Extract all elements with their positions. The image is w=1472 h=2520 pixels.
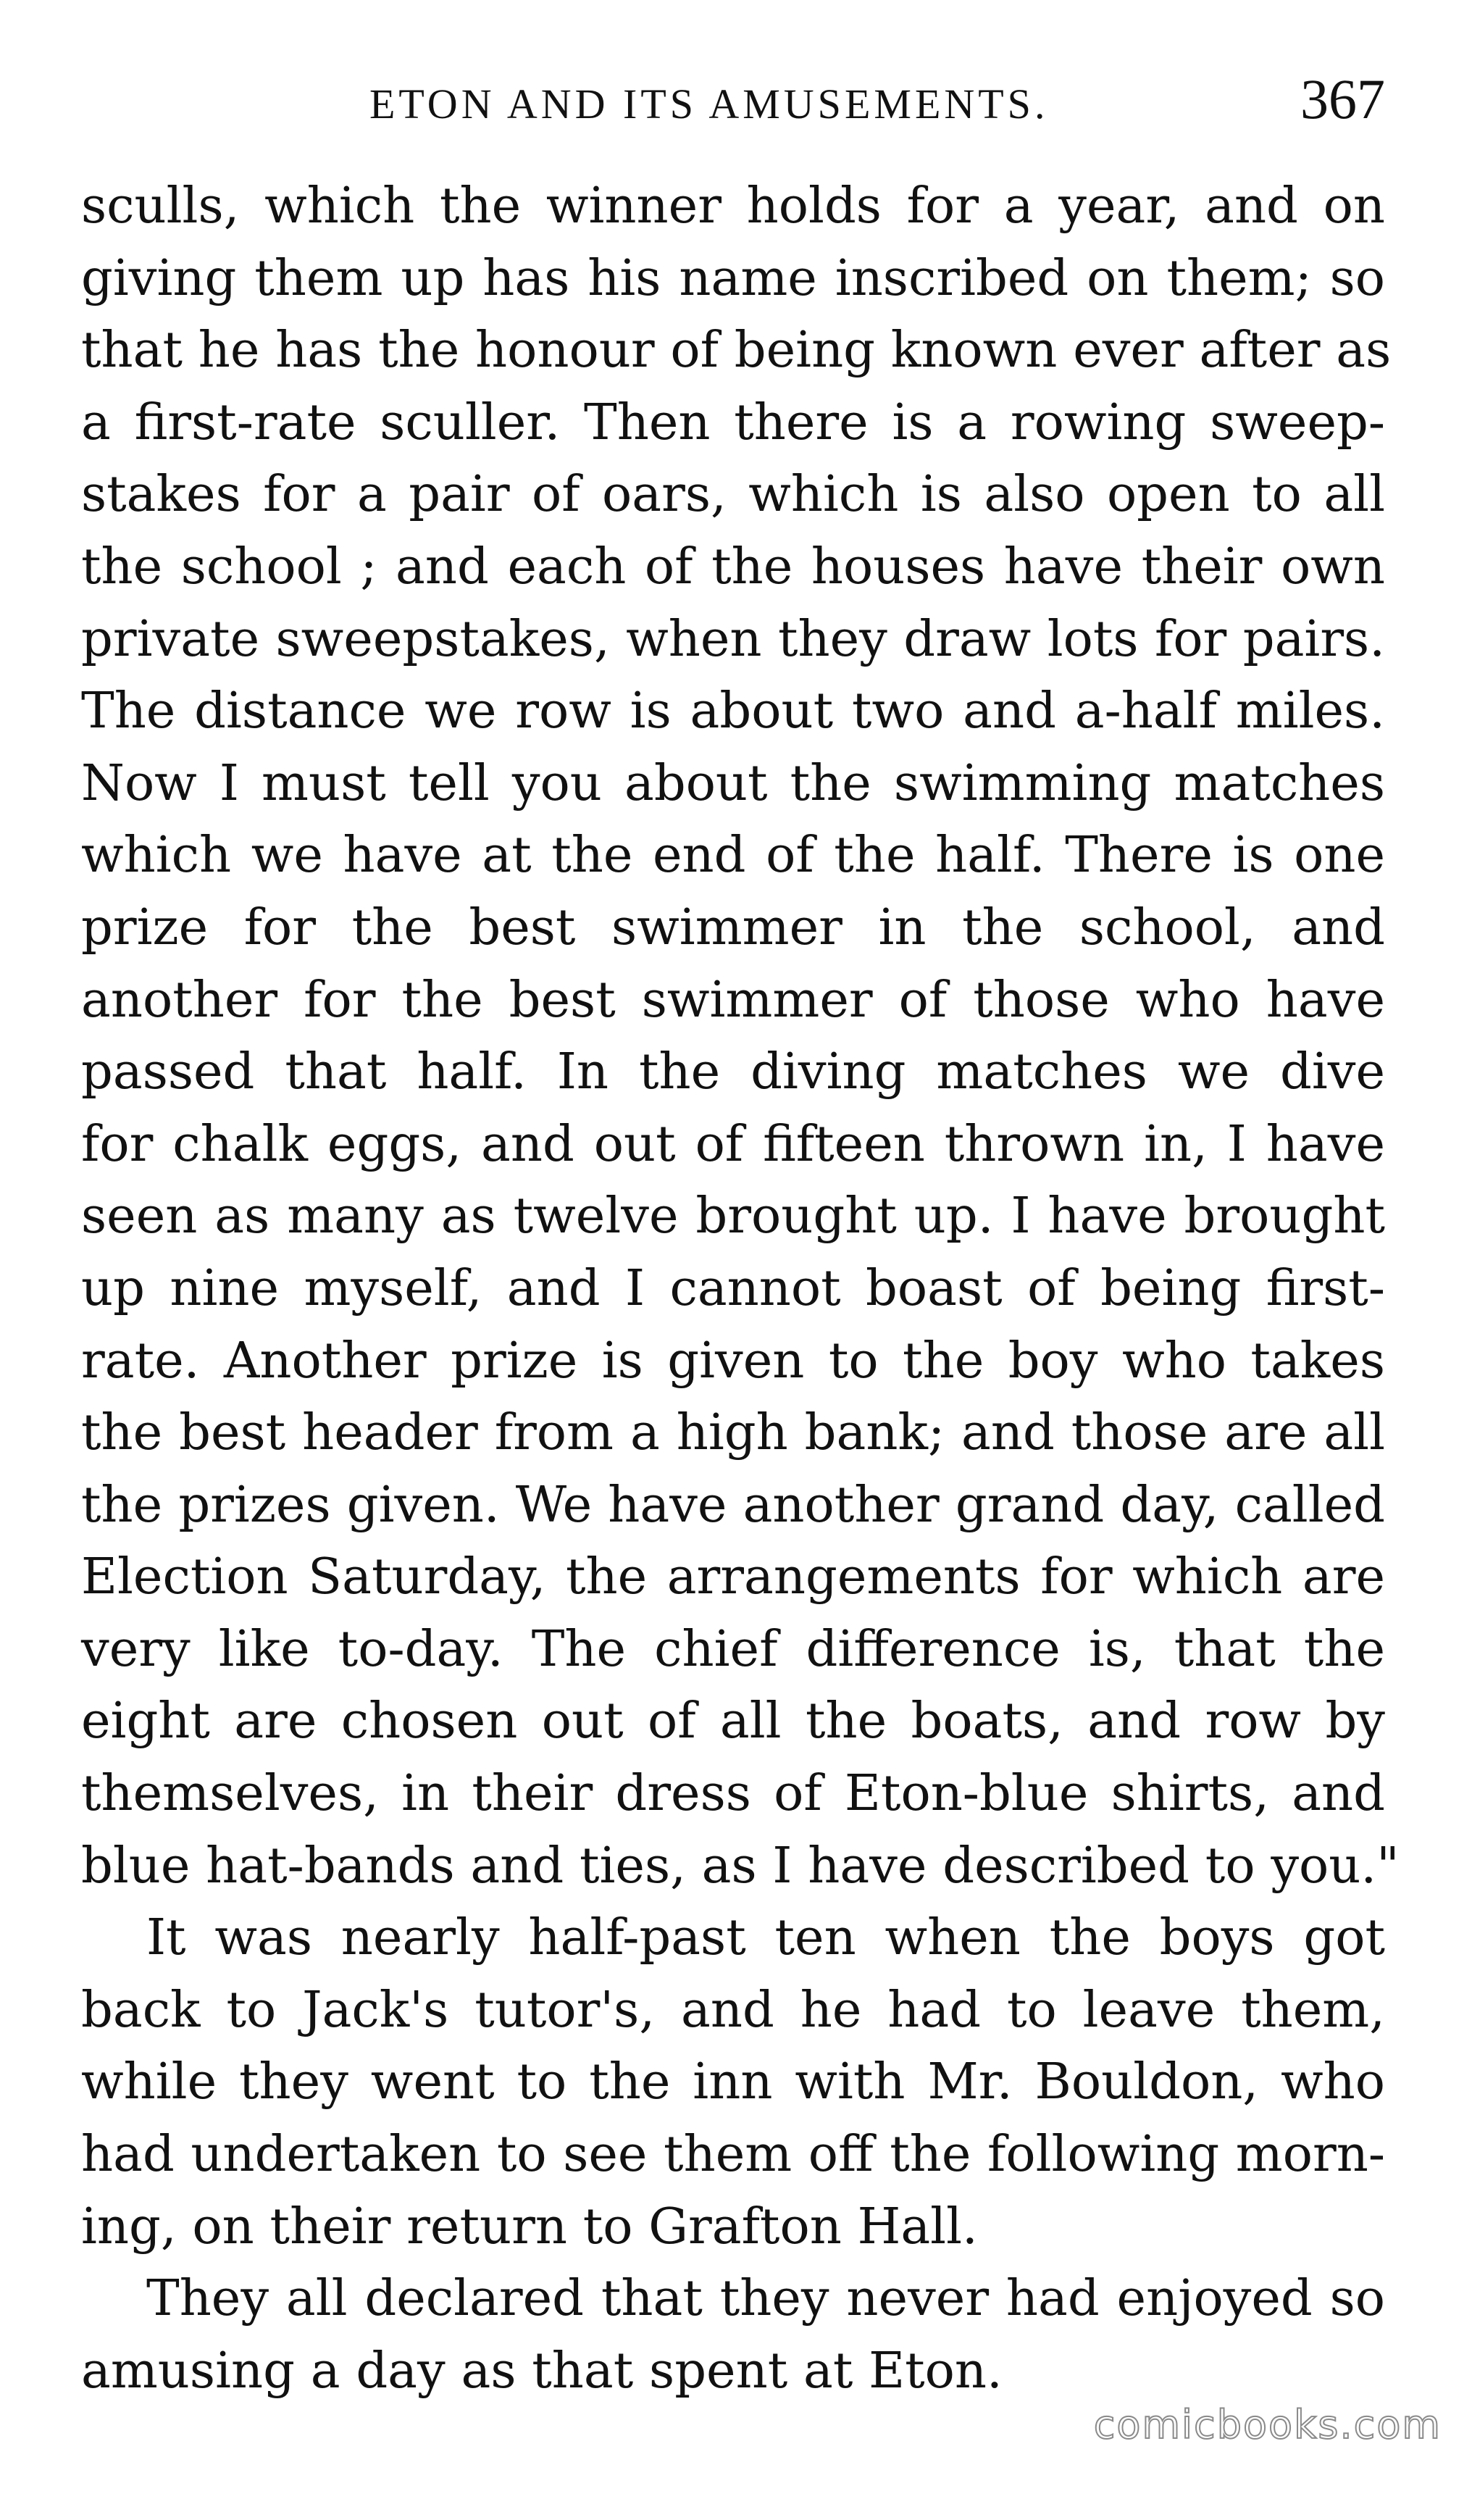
text-line: ing, on their return to Grafton Hall. (81, 2197, 978, 2256)
text-line: the best header from a high bank; and those are all (81, 1403, 1385, 1462)
text-line: another for the best swimmer of those who have (81, 970, 1385, 1029)
watermark: comicbooks.com (1093, 2402, 1442, 2448)
text-line: which we have at the end of the half. There is one (81, 826, 1385, 885)
text-line: prize for the best swimmer in the school, and (81, 898, 1385, 956)
text-line: while they went to the inn with Mr. Bouldon, who (81, 2053, 1385, 2111)
text-line: The distance we row is about two and a-half miles. (81, 682, 1385, 740)
text-line: Now I must tell you about the swimming matches (81, 754, 1385, 812)
text-line: themselves, in their dress of Eton-blue shirts, and (81, 1764, 1385, 1823)
text-line: up nine myself, and I cannot boast of being first- (81, 1259, 1385, 1317)
text-line: private sweepstakes, when they draw lots for pairs. (81, 609, 1385, 668)
text-line: They all declared that they never had enjoyed so (146, 2269, 1385, 2328)
text-line: very like to-day. The chief difference is, that the (81, 1619, 1385, 1678)
text-line: a first-rate sculler. Then there is a rowing sweep- (81, 393, 1385, 451)
body-text (81, 170, 1400, 2407)
page-number: 367 (1300, 67, 1385, 130)
text-line: stakes for a pair of oars, which is also open to all (81, 465, 1385, 524)
text-line: rate. Another prize is given to the boy who takes (81, 1331, 1385, 1390)
text-line: It was nearly half-past ten when the boys got (146, 1908, 1385, 1967)
page-header (0, 67, 1472, 146)
text-line: seen as many as twelve brought up. I have brought (81, 1187, 1385, 1246)
text-line: Election Saturday, the arrangements for which are (81, 1548, 1385, 1606)
text-line: that he has the honour of being known ever after as (81, 321, 1392, 380)
text-line: eight are chosen out of all the boats, and row by (81, 1692, 1385, 1751)
text-line: had undertaken to see them off the following morn- (81, 2125, 1385, 2184)
text-line: passed that half. In the diving matches we dive (81, 1043, 1385, 1101)
text-line: giving them up has his name inscribed on them; so (81, 249, 1385, 307)
text-line: the school ; and each of the houses have their own (81, 537, 1385, 596)
text-line: amusing a day as that spent at Eton. (81, 2341, 1003, 2400)
text-line: back to Jack's tutor's, and he had to leave them, (81, 1980, 1385, 2039)
text-line: for chalk eggs, and out of fifteen thrown in, I have (81, 1114, 1385, 1173)
text-line: blue hat-bands and ties, as I have described to you." (81, 1836, 1400, 1895)
text-line: sculls, which the winner holds for a year, and on (81, 177, 1385, 235)
running-title: ETON AND ITS AMUSEMENTS. (369, 80, 1049, 128)
text-line: the prizes given. We have another grand day, called (81, 1475, 1385, 1534)
